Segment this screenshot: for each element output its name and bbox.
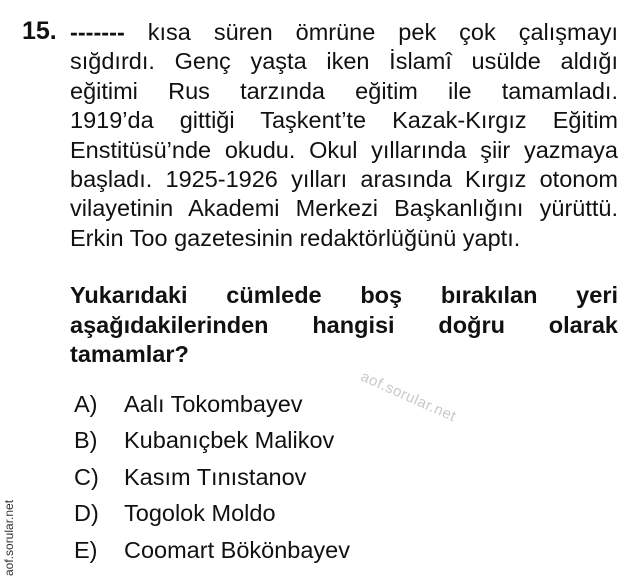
option-letter: A) bbox=[74, 390, 98, 417]
question-prompt bbox=[70, 281, 618, 370]
question-passage bbox=[70, 18, 618, 253]
blank-placeholder: ------- bbox=[70, 19, 125, 45]
prompt-line: tamamlar? bbox=[70, 341, 189, 368]
option-letter: E) bbox=[74, 536, 98, 563]
answer-option-e[interactable] bbox=[74, 532, 350, 569]
answer-option-c[interactable] bbox=[74, 459, 350, 496]
option-letter: D) bbox=[74, 500, 99, 527]
prompt-line: Yukarıdaki cümlede boş bırakılan yeri bbox=[70, 282, 618, 308]
answer-option-a[interactable] bbox=[74, 386, 350, 423]
passage-line: sığdırdı. Genç yaşta iken İslamî usülde aldığı bbox=[70, 48, 618, 75]
answer-options bbox=[74, 386, 350, 569]
passage-line: ------- kısa süren ömrüne pek çok çalışmayı bbox=[70, 19, 618, 45]
answer-option-d[interactable] bbox=[74, 496, 350, 533]
passage-line: başladı. 1925-1926 yılları arasında Kırgız otonom bbox=[70, 166, 618, 193]
passage-line: Enstitüsü’nde okudu. Okul yıllarında şiir yazmaya bbox=[70, 136, 618, 163]
option-letter: C) bbox=[74, 463, 99, 490]
prompt-line: aşağıdakilerinden hangisi doğru olarak bbox=[70, 311, 618, 338]
option-letter: B) bbox=[74, 427, 98, 454]
option-text: Kubanıçbek Malikov bbox=[124, 427, 335, 454]
passage-line: vilayetinin Akademi Merkezi Başkanlığını yürüttü. bbox=[70, 195, 618, 222]
passage-line: eğitimi Rus tarzında eğitim ile tamamladı. bbox=[70, 77, 618, 104]
passage-line: 1919’da gittiği Taşkent’te Kazak-Kırgız Eğitim bbox=[70, 107, 618, 134]
option-text: Coomart Bökönbayev bbox=[124, 536, 350, 563]
option-text: Aalı Tokombayev bbox=[124, 390, 303, 417]
watermark: aof.sorular.net bbox=[358, 368, 459, 426]
option-text: Togolok Moldo bbox=[124, 500, 276, 527]
passage-line: Erkin Too gazetesinin redaktörlüğünü yaptı. bbox=[70, 224, 521, 251]
answer-option-b[interactable] bbox=[74, 423, 350, 460]
option-text: Kasım Tınıstanov bbox=[124, 463, 307, 490]
question-number: 15. bbox=[22, 17, 57, 45]
